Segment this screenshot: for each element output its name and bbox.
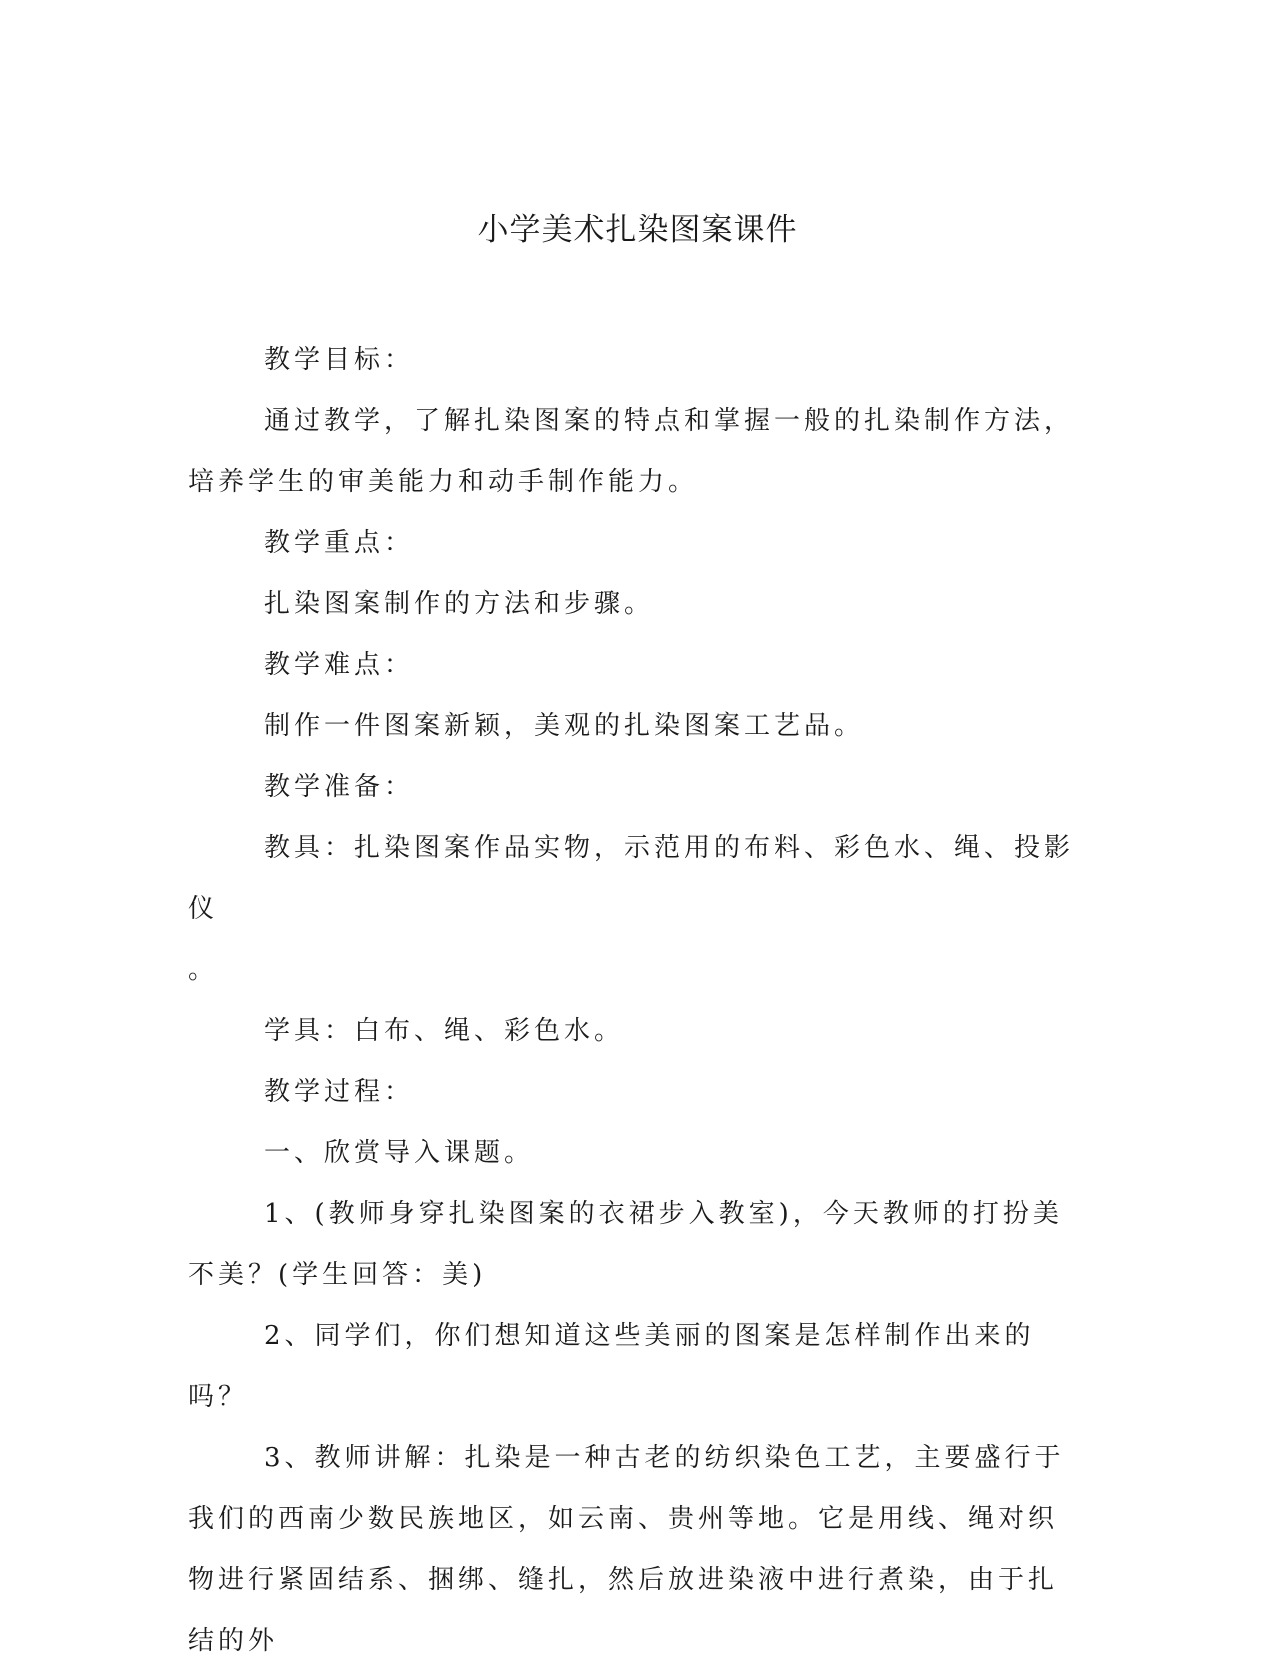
document-title: 小学美术扎染图案课件 xyxy=(477,212,798,248)
heading-preparation: 教学准备： xyxy=(264,772,415,802)
document-body xyxy=(188,330,1078,1672)
paragraph-student-aids: 学具：白布、绳、彩色水。 xyxy=(264,1016,625,1046)
paragraph-goals: 通过教学，了解扎染图案的特点和掌握一般的扎染制作方法，培养学生的审美能力和动手制作能力。 xyxy=(188,406,1075,497)
teaching-aids-text: 教具：扎染图案作品实物，示范用的布料、彩色水、绳、投影仪 xyxy=(188,833,1075,924)
paragraph-key-points: 扎染图案制作的方法和步骤。 xyxy=(264,589,655,619)
teaching-aids-orphan-punct: 。 xyxy=(188,955,219,985)
heading-difficulties: 教学难点： xyxy=(264,650,415,680)
heading-key-points: 教学重点： xyxy=(264,528,415,558)
paragraph-item-2: 2、同学们，你们想知道这些美丽的图案是怎样制作出来的吗？ xyxy=(188,1321,1035,1412)
paragraph-item-3: 3、教师讲解：扎染是一种古老的纺织染色工艺，主要盛行于我们的西南少数民族地区，如云南、贵州等地。它是用线、绳对织物进行紧固结系、捆绑、缝扎，然后放进染液中进行煮染，由于扎结的外 xyxy=(188,1443,1065,1656)
paragraph-step-one: 一、欣赏导入课题。 xyxy=(264,1138,535,1168)
paragraph-teaching-aids xyxy=(188,818,1078,1001)
heading-process: 教学过程： xyxy=(264,1077,415,1107)
paragraph-difficulties: 制作一件图案新颖，美观的扎染图案工艺品。 xyxy=(264,711,865,741)
paragraph-item-1: 1、(教师身穿扎染图案的衣裙步入教室)，今天教师的打扮美不美？(学生回答：美) xyxy=(188,1199,1063,1290)
heading-goals: 教学目标： xyxy=(264,345,415,375)
